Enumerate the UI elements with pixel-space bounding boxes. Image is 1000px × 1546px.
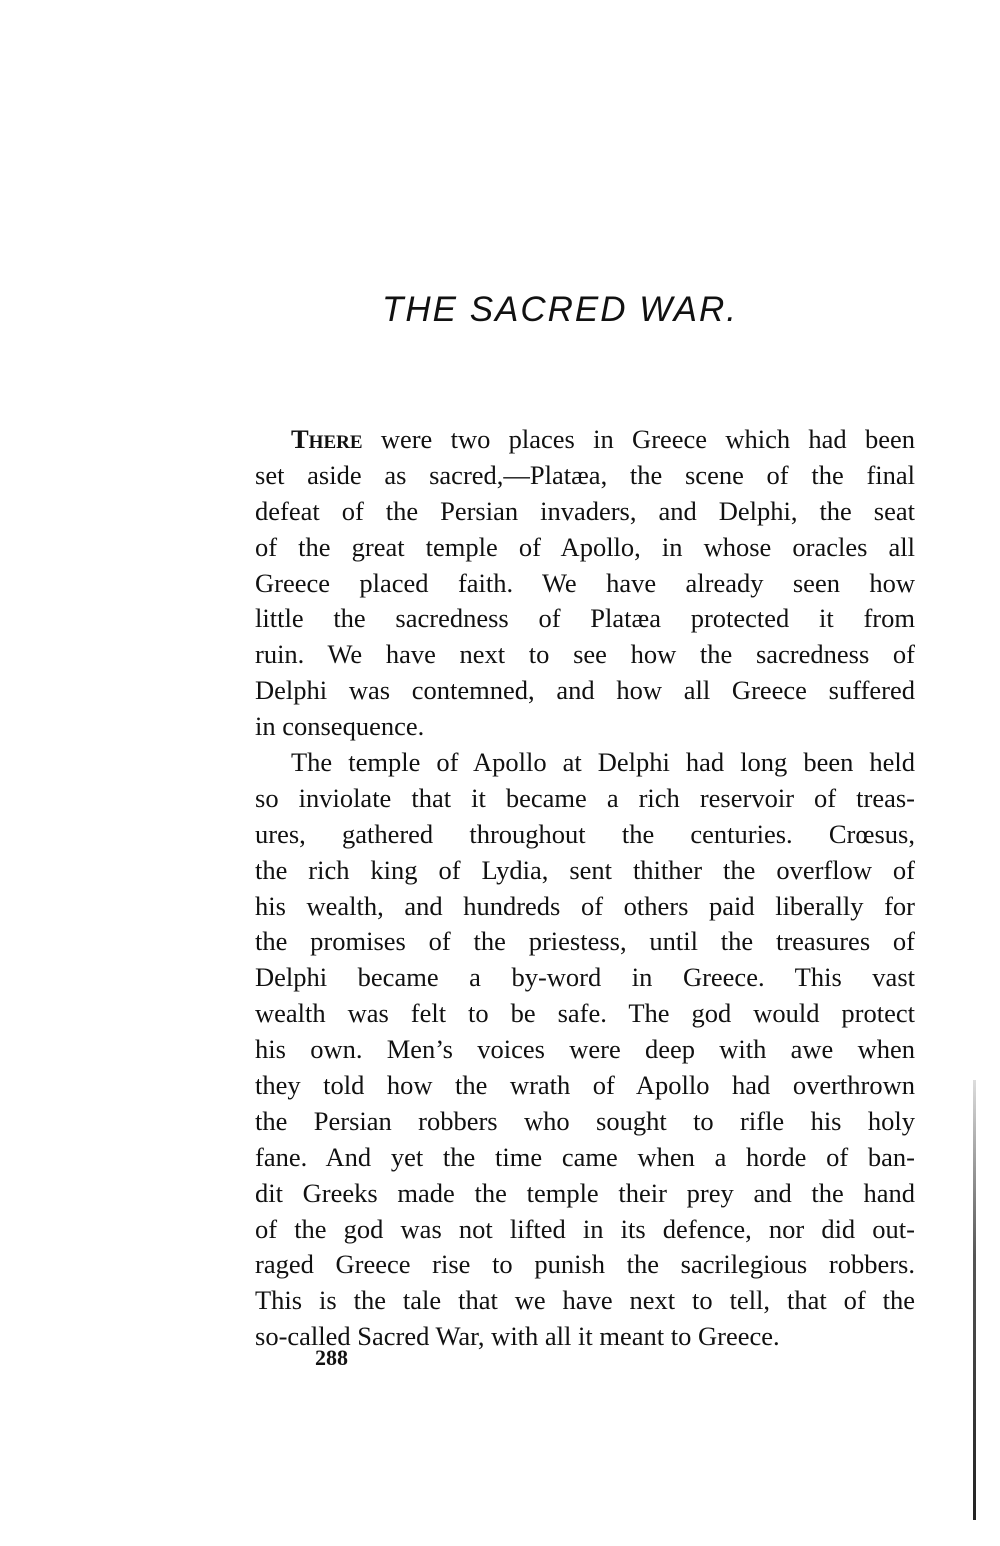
text-line: of the god was not lifted in its defence, nor did out-: [255, 1213, 915, 1244]
text-line: so-called Sacred War, with all it meant to Greece.: [255, 1321, 780, 1352]
text-line: Delphi was contemned, and how all Greece suffered: [255, 675, 915, 706]
text-line: the promises of the priestess, until the treasures of: [255, 926, 915, 957]
text-line: little the sacredness of Platæa protected it from: [255, 603, 915, 634]
text-line: they told how the wrath of Apollo had overthrown: [255, 1070, 915, 1101]
text-line: his own. Men’s voices were deep with awe when: [255, 1034, 915, 1065]
text-line: This is the tale that we have next to tell, that of the: [255, 1285, 915, 1316]
text-line: so inviolate that it became a rich reservoir of treas-: [255, 782, 915, 813]
text-line: Delphi became a by-word in Greece. This vast: [255, 962, 915, 993]
text-line: the rich king of Lydia, sent thither the overflow of: [255, 854, 915, 885]
chapter-title: THE SACRED WAR.: [381, 290, 739, 329]
text-line: ures, gathered throughout the centuries. Crœsus,: [255, 818, 915, 849]
text-line: set aside as sacred,—Platæa, the scene of the final: [255, 459, 915, 490]
page-number: 288: [315, 1345, 348, 1370]
text-line: ruin. We have next to see how the sacredness of: [255, 639, 915, 670]
text-line: wealth was felt to be safe. The god would protect: [255, 998, 915, 1029]
drop-lead-word: There: [291, 424, 363, 454]
text-line: of the great temple of Apollo, in whose oracles all: [255, 531, 915, 562]
text-line-rest: were two places in Greece which had been: [362, 424, 915, 454]
text-line: Greece placed faith. We have already seen how: [255, 567, 915, 598]
text-line: defeat of the Persian invaders, and Delphi, the seat: [255, 495, 915, 526]
text-line: [255, 422, 915, 458]
body-text: [255, 422, 915, 1355]
text-line: fane. And yet the time came when a horde of ban-: [255, 1141, 915, 1172]
text-line: the Persian robbers who sought to rifle his holy: [255, 1105, 915, 1136]
text-line: raged Greece rise to punish the sacrilegious robbers.: [255, 1249, 915, 1280]
text-line: his wealth, and hundreds of others paid liberally for: [255, 890, 915, 921]
text-line: The temple of Apollo at Delphi had long been held: [291, 747, 915, 778]
text-line: dit Greeks made the temple their prey and the hand: [255, 1177, 915, 1208]
page-edge-shadow: [973, 1080, 976, 1520]
text-line: in consequence.: [255, 711, 425, 742]
